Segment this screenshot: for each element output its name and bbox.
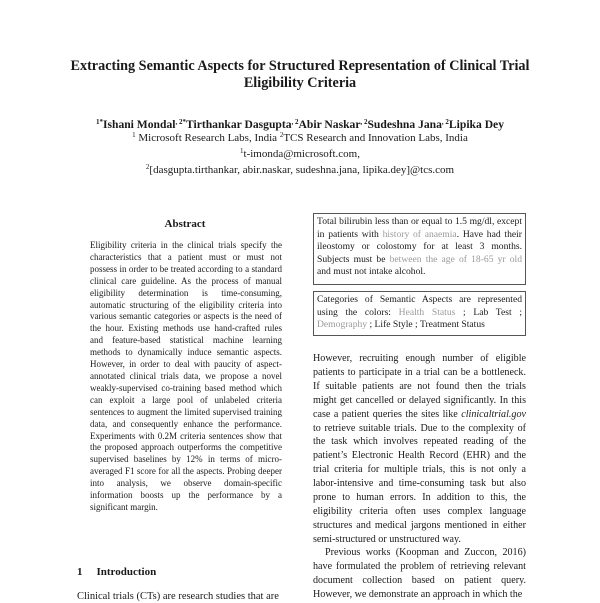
affil-text: TCS Research and Innovation Labs, India xyxy=(283,132,468,144)
author-sup: 1* xyxy=(95,118,103,126)
legend-text: ; Life Style ; Treatment Status xyxy=(367,319,485,331)
abstract-heading: Abstract xyxy=(164,218,206,230)
legend-text: Categories of Semantic Aspects are represented using the colors: xyxy=(317,294,522,318)
legend-text: ; Lab Test ; xyxy=(455,306,522,318)
body-text: to retrieve suitable trials. Due to the complexity of the task which involves repeated reading of the patient’s Electronic Health Record (EHR) and the trial criteria for multiple trials, this is not only a labor-intensive and time-consuming task but also prone to human errors. In addition to this, the eligibility criteria often uses complex language structures and medical jargons mentioned in either semi-structured or unstructured way. xyxy=(313,422,526,545)
author-name: Abir Naskar xyxy=(298,118,361,131)
affil-text: Microsoft Research Labs, India xyxy=(138,132,280,144)
intro-paragraph: Clinical trials (CTs) are research studies that are xyxy=(77,591,279,602)
email-text: t-imonda@microsoft.com, xyxy=(243,148,360,160)
aspect-legend-box xyxy=(313,291,526,336)
author-sup: , 2 xyxy=(441,118,449,126)
email-sup: 2 xyxy=(145,163,150,171)
affil-sup: 2 xyxy=(279,131,284,139)
criteria-text: and must not intake alcohol. xyxy=(317,266,426,278)
paper-title: Extracting Semantic Aspects for Structured Representation of Clinical Trial Eligibility Criteria xyxy=(70,58,530,91)
criteria-text: Total bilirubin less than or equal to 1.5 mg/dl, except in patients with xyxy=(317,216,522,240)
body-paragraph: Previous works (Koopman and Zuccon, 2016) have formulated the problem of retrieving relevant document collection based on patient query. However, we demonstrate an approach in which the xyxy=(313,547,526,600)
aspect-demography: between the age of 18-65 yr old xyxy=(389,253,522,265)
criteria-text: . Have had their ileostomy or colostomy for at least 3 months. Subjects must be xyxy=(317,228,522,265)
email-line xyxy=(30,147,570,161)
example-criteria-box xyxy=(313,213,526,285)
legend-demography: Demography xyxy=(317,319,368,331)
affiliations xyxy=(30,131,570,145)
body-paragraph xyxy=(313,352,526,547)
aspect-health-status: history of anaemia xyxy=(382,228,457,240)
abstract-body: Eligibility criteria in the clinical trials specify the characteristics that a patient must or must not possess in order to be treated according to a standard clinical care guideline. As the process of manual eligibility determination is time-consuming, automatic structuring of the eligibility criteria into various semantic categories or aspects is the need of the hour. Existing methods use hand-crafted rules and feature-based statistical machine learning methods to dynamically induce semantic aspects. However, in order to deal with paucity of aspect-annotated clinical trials data, we propose a novel weakly-supervised co-training based method which can exploit a large pool of unlabeled criteria sentences to augment the limited supervised training data, and consequently enhance the performance. Experiments with 0.2M criteria sentences show that the proposed approach outperforms the competitive supervised baselines by 12% in terms of micro-averaged F1 score for all the aspects. Probing deeper into analysis, we observe domain-specific information boosts up the performance by a significant margin. xyxy=(90,240,282,512)
author-list xyxy=(30,117,570,132)
author-name: Lipika Dey xyxy=(448,118,505,131)
author-name: Tirthankar Dasgupta xyxy=(185,118,292,131)
website-reference: clinicaltrial.gov xyxy=(461,408,526,420)
affil-sup: 1 xyxy=(132,131,136,139)
legend-health-status: Health Status xyxy=(398,306,456,318)
section-number: 1 xyxy=(77,566,83,578)
section-title: Introduction xyxy=(96,566,157,578)
author-sup: , 2 xyxy=(291,118,299,126)
author-sup: , 2 xyxy=(360,118,368,126)
section-heading-introduction xyxy=(77,566,156,578)
author-sup: , 2* xyxy=(175,118,186,126)
email-sup: 1 xyxy=(240,147,244,155)
email-line xyxy=(30,163,570,177)
author-name: Ishani Mondal xyxy=(102,118,176,131)
author-name: Sudeshna Jana xyxy=(367,118,442,131)
email-text: [dasgupta.tirthankar, abir.naskar, sudeshna.jana, lipika.dey]@tcs.com xyxy=(149,164,455,176)
body-text: However, recruiting enough number of eligible patients to participate in a trial can be a bottleneck. If suitable patients are not found then the trials might get cancelled or delayed significantly. In this case a patient queries the sites like xyxy=(313,353,526,420)
